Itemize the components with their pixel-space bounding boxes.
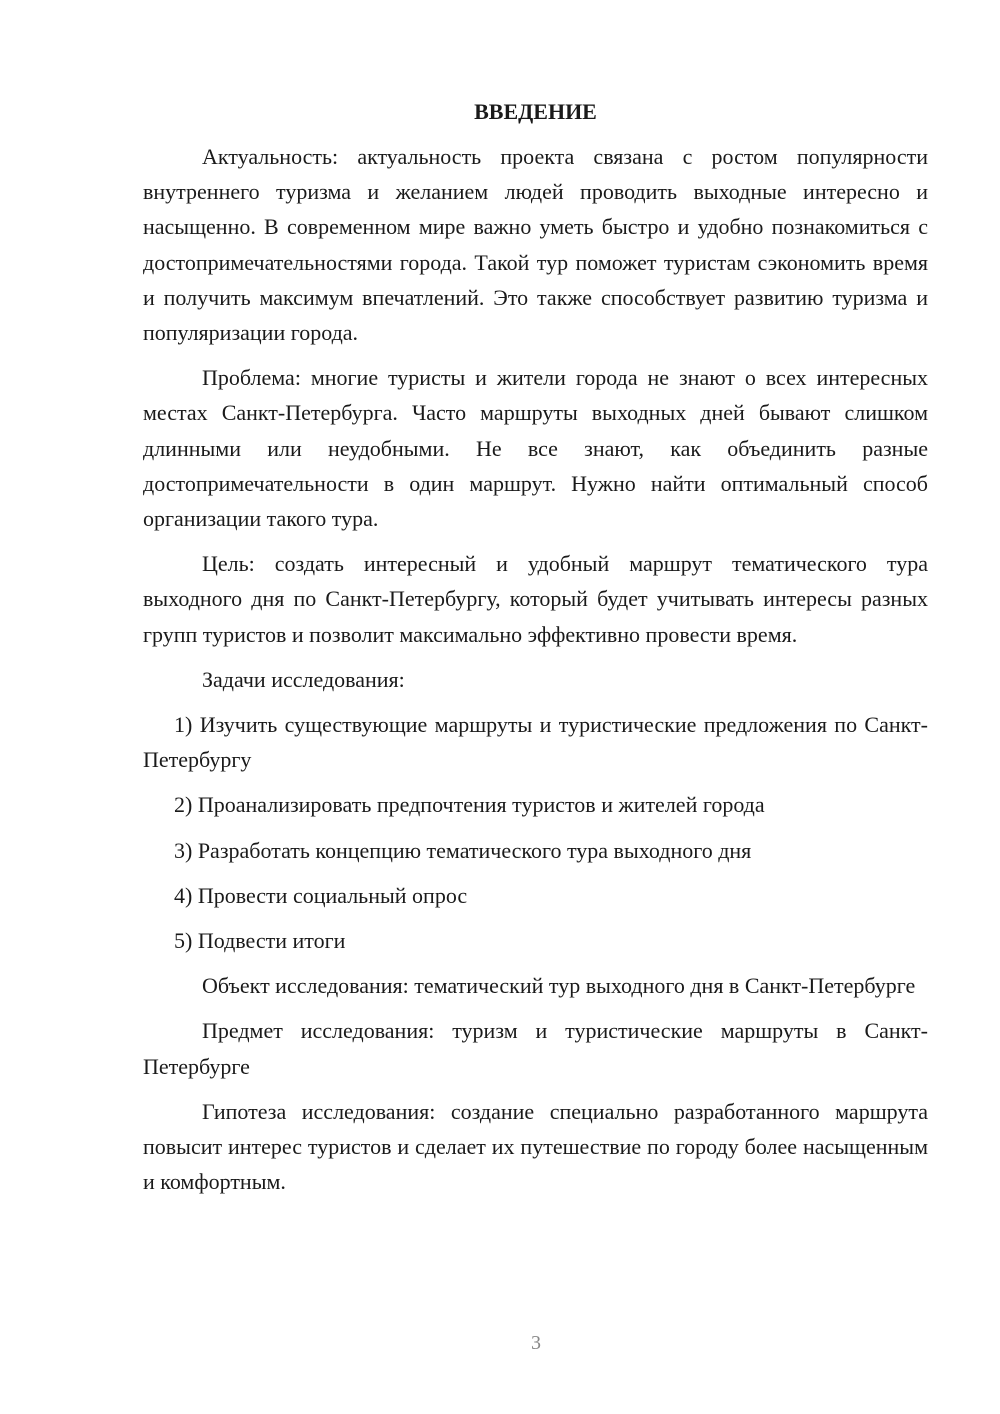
goal-paragraph: Цель: создать интересный и удобный маршрут тематического тура выходного дня по Санкт-Петербургу, который будет учитывать интересы разных групп туристов и позволит максимально эффективно провести время. <box>143 551 928 647</box>
object-paragraph: Объект исследования: тематический тур выходного дня в Санкт-Петербурге <box>202 973 916 999</box>
subject-paragraph: Предмет исследования: туризм и туристические маршруты в Санкт-Петербурге <box>143 1018 928 1079</box>
problem-paragraph: Проблема: многие туристы и жители города не знают о всех интересных местах Санкт-Петербурга. Часто маршруты выходных дней бывают слишком длинными или неудобными. Не все знают, как объединить разные достопримечательности в один маршрут. Нужно найти оптимальный способ организации такого тура. <box>143 365 928 532</box>
task-item-2: 2) Проанализировать предпочтения туристов и жителей города <box>174 792 765 818</box>
task-item-3: 3) Разработать концепцию тематического тура выходного дня <box>174 837 752 863</box>
task-item-5: 5) Подвести итоги <box>174 928 346 954</box>
page-number: 3 <box>531 1332 541 1354</box>
task-item-4: 4) Провести социальный опрос <box>174 882 468 908</box>
hypothesis-paragraph: Гипотеза исследования: создание специально разработанного маршрута повысит интерес туристов и сделает их путешествие по городу более насыщенным и комфортным. <box>143 1098 928 1195</box>
document-body <box>143 94 928 1209</box>
tasks-heading: Задачи исследования: <box>202 666 405 692</box>
section-heading: ВВЕДЕНИЕ <box>474 99 597 124</box>
relevance-paragraph: Актуальность: актуальность проекта связана с ростом популярности внутреннего туризма и желанием людей проводить выходные интересно и насыщенно. В современном мире важно уметь быстро и удобно познакомиться с достопримечательностями города. Такой тур поможет туристам сэкономить время и получить максимум впечатлений. Это также способствует развитию туризма и популяризации города. <box>143 144 928 346</box>
task-item-1: 1) Изучить существующие маршруты и туристические предложения по Санкт-Петербургу <box>143 712 928 773</box>
